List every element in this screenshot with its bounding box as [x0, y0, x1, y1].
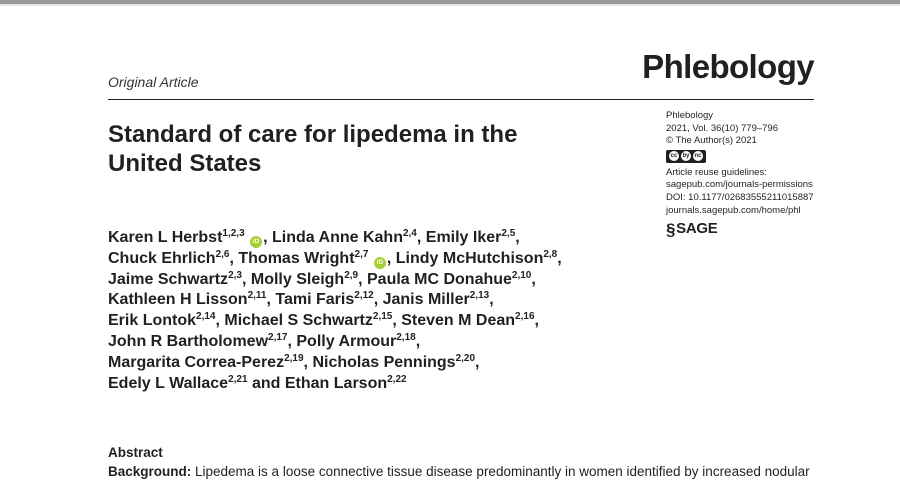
- author-line: [108, 374, 628, 395]
- author-name[interactable]: Polly Armour: [296, 332, 397, 350]
- author-name[interactable]: Margarita Correa-Perez: [108, 353, 285, 371]
- author-name[interactable]: Janis Miller: [382, 291, 470, 309]
- author-affiliation-sup: 2,8: [543, 248, 558, 260]
- author-affiliation-sup: 2,9: [344, 269, 359, 281]
- author-separator: ,: [515, 229, 520, 246]
- author-affiliation-sup: 2,10: [511, 269, 532, 281]
- cc-icon: cc: [669, 151, 679, 161]
- author-name[interactable]: Nicholas Pennings: [312, 353, 456, 371]
- page-edge: [0, 4, 900, 6]
- author-line: [108, 311, 628, 332]
- author-separator: ,: [373, 291, 383, 309]
- author-affiliation-sup: 1,2,3: [222, 228, 245, 239]
- author-line: [108, 353, 628, 374]
- author-name[interactable]: Emily Iker: [425, 229, 502, 246]
- by-icon: by: [681, 151, 691, 161]
- author-name[interactable]: Chuck Ehrlich: [108, 249, 216, 267]
- author-affiliation-sup: 2,13: [469, 290, 490, 302]
- author-affiliation-sup: 2,11: [247, 290, 267, 302]
- abstract-heading: Abstract: [108, 445, 163, 460]
- author-separator: ,: [215, 312, 225, 330]
- author-separator: ,: [358, 270, 367, 288]
- author-affiliation-sup: 2,16: [515, 311, 535, 323]
- background-text: Lipedema is a loose connective tissue disease predominantly in women identified by increased nodular: [191, 464, 810, 479]
- sage-swirl-icon: §: [666, 220, 676, 240]
- nc-icon: nc: [693, 151, 703, 161]
- author-separator: ,: [531, 270, 536, 288]
- author-separator: ,: [386, 249, 396, 267]
- license-row: [666, 149, 826, 164]
- author-name[interactable]: Lindy McHutchison: [395, 249, 544, 267]
- author-line: [108, 332, 628, 353]
- author-separator: ,: [557, 249, 562, 267]
- author-name[interactable]: Thomas Wright: [238, 249, 355, 267]
- author-affiliation-sup: 2,22: [387, 373, 407, 385]
- author-affiliation-sup: 2,3: [228, 269, 242, 281]
- author-separator: ,: [489, 291, 494, 309]
- author-name[interactable]: Ethan Larson: [284, 374, 388, 392]
- article-title: [108, 120, 648, 178]
- author-affiliation-sup: 2,14: [196, 311, 216, 323]
- orcid-icon[interactable]: iD: [250, 236, 262, 248]
- author-affiliation-sup: 2,6: [215, 248, 230, 260]
- author-list: [108, 228, 628, 394]
- title-line: United States: [108, 150, 262, 177]
- author-separator: ,: [415, 332, 421, 350]
- author-separator: and: [247, 374, 285, 392]
- author-line: [108, 290, 628, 311]
- author-name[interactable]: Linda Anne Kahn: [272, 229, 403, 246]
- title-line: Standard of care for lipedema in the: [108, 121, 518, 148]
- background-label: Background:: [108, 464, 192, 479]
- journal-name: Phlebology: [642, 48, 814, 85]
- author-separator: ,: [266, 291, 276, 309]
- author-affiliation-sup: 2,21: [228, 373, 248, 385]
- author-affiliation-sup: 2,12: [354, 290, 374, 302]
- author-name[interactable]: Kathleen H Lisson: [108, 291, 248, 309]
- author-separator: ,: [534, 312, 539, 330]
- abstract-paragraph: [108, 463, 814, 481]
- author-separator: ,: [392, 312, 402, 330]
- cc-license-icon[interactable]: [666, 150, 706, 163]
- author-name[interactable]: Erik Lontok: [108, 312, 197, 330]
- header-rule: [108, 99, 814, 100]
- author-affiliation-sup: 2,17: [268, 331, 288, 343]
- author-affiliation-sup: 2,7: [354, 248, 369, 260]
- author-line: [108, 228, 628, 249]
- author-name[interactable]: Tami Faris: [275, 291, 355, 309]
- author-separator: ,: [229, 249, 239, 267]
- author-separator: ,: [416, 229, 426, 246]
- author-separator: ,: [241, 270, 251, 288]
- author-name[interactable]: Jaime Schwartz: [108, 270, 229, 288]
- author-separator: ,: [475, 353, 480, 371]
- author-name[interactable]: Molly Sleigh: [250, 270, 345, 288]
- side-citation: 2021, Vol. 36(10) 779–796: [666, 122, 778, 134]
- author-affiliation-sup: 2,4: [402, 228, 417, 239]
- publisher-logo: [666, 220, 826, 240]
- publisher-name: SAGE: [676, 220, 718, 238]
- author-line: [108, 249, 628, 270]
- author-affiliation-sup: 2,15: [372, 311, 393, 323]
- doi[interactable]: DOI: 10.1177/02683555211015887: [666, 191, 814, 203]
- author-affiliation-sup: 2,5: [501, 228, 516, 239]
- author-name[interactable]: Karen L Herbst: [108, 229, 223, 246]
- reuse-label: Article reuse guidelines:: [666, 166, 767, 178]
- author-separator: ,: [263, 229, 272, 246]
- author-name[interactable]: Edely L Wallace: [108, 374, 229, 392]
- side-copyright: © The Author(s) 2021: [666, 135, 757, 147]
- author-line: [108, 270, 628, 291]
- author-separator: ,: [303, 353, 313, 371]
- side-journal: Phlebology: [666, 110, 714, 121]
- author-name[interactable]: Michael S Schwartz: [224, 312, 373, 330]
- author-name[interactable]: Paula MC Donahue: [367, 270, 512, 288]
- article-category: Original Article: [108, 74, 199, 90]
- journal-url[interactable]: journals.sagepub.com/home/phl: [666, 204, 801, 216]
- author-name[interactable]: John R Bartholomew: [108, 332, 269, 350]
- author-name[interactable]: Steven M Dean: [401, 312, 516, 330]
- author-separator: ,: [287, 332, 297, 350]
- reuse-link[interactable]: sagepub.com/journals-permissions: [666, 179, 813, 191]
- author-affiliation-sup: 2,19: [284, 352, 304, 364]
- author-affiliation-sup: 2,18: [396, 331, 416, 343]
- orcid-icon[interactable]: iD: [374, 257, 386, 269]
- journal-info-panel: [666, 110, 826, 240]
- author-affiliation-sup: 2,20: [455, 352, 476, 364]
